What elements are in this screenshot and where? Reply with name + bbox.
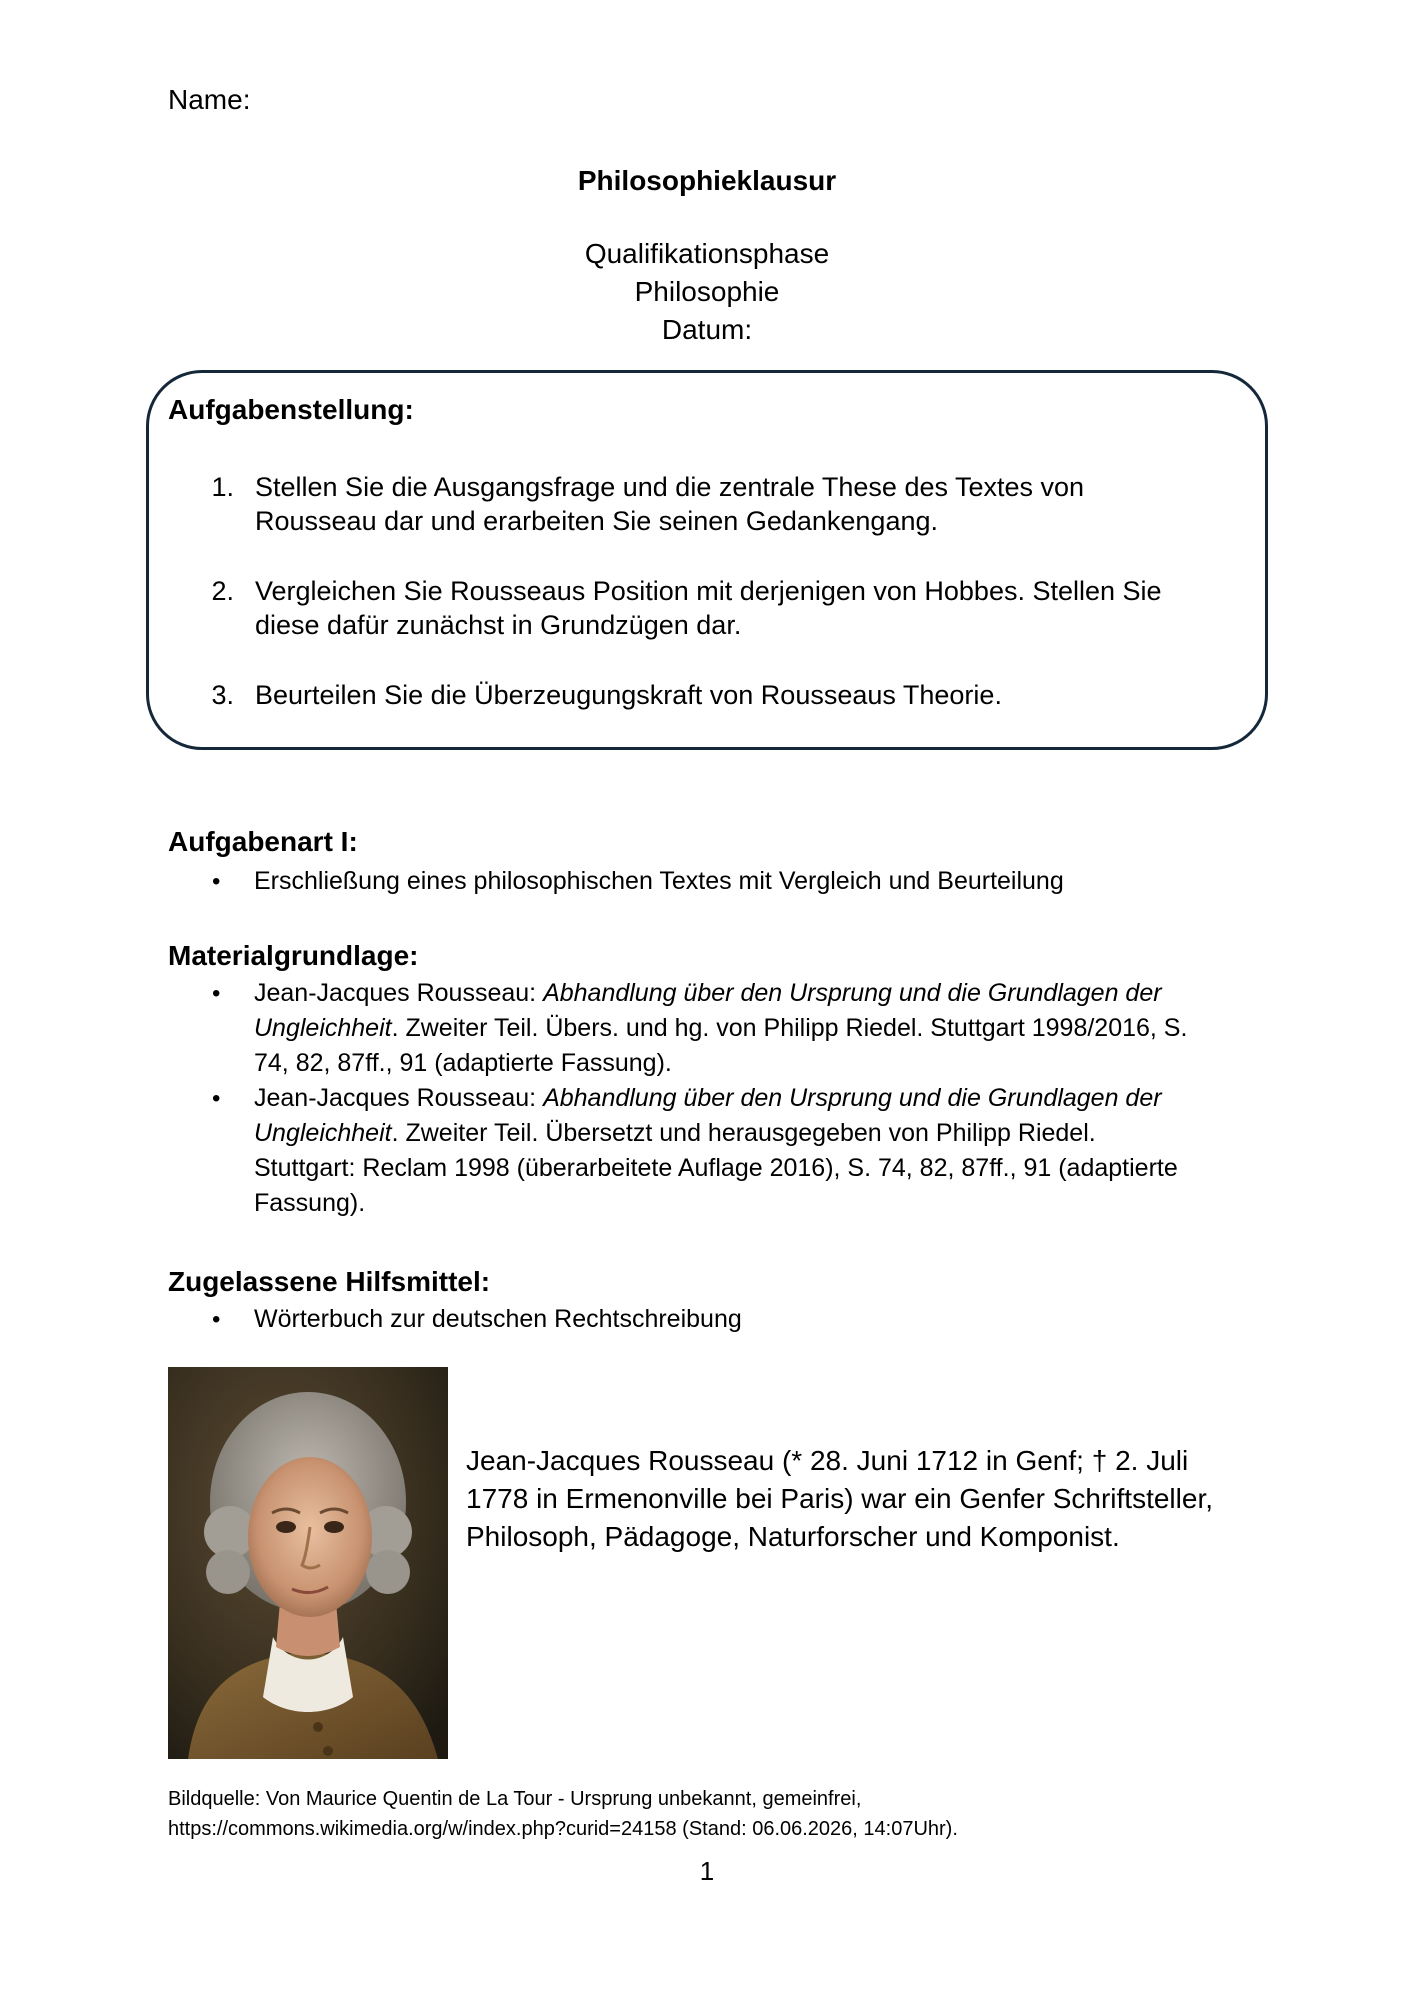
bio-line: Jean-Jacques Rousseau (* 28. Juni 1712 in Genf; † 2. Juli <box>466 1445 1189 1476</box>
bullet: • <box>212 868 221 895</box>
material-details: Fassung). <box>254 1189 366 1217</box>
subject-line: Philosophie <box>634 276 780 307</box>
task-number: 3. <box>211 680 234 710</box>
phase-line: Qualifikationsphase <box>584 238 830 269</box>
material-title: Ungleichheit <box>254 1119 392 1147</box>
bullet: • <box>212 980 221 1007</box>
material-details: . Zweiter Teil. Übers. und hg. von Philipp Riedel. Stuttgart 1998/2016, S. <box>391 1014 1188 1042</box>
rousseau-portrait <box>168 1367 448 1759</box>
bio-line: Philosoph, Pädagoge, Naturforscher und Komponist. <box>466 1521 1120 1552</box>
material-heading: Materialgrundlage: <box>168 940 419 971</box>
credit-line: Bildquelle: Von Maurice Quentin de La Tour - Ursprung unbekannt, gemeinfrei, <box>168 1788 862 1810</box>
bio-text <box>466 1442 1266 1556</box>
material-details: 74, 82, 87ff., 91 (adaptierte Fassung). <box>254 1049 672 1077</box>
bullet: • <box>212 1306 221 1333</box>
image-credit <box>168 1784 1318 1844</box>
date-label: Datum: <box>661 314 753 345</box>
task-type-heading: Aufgabenart I: <box>168 826 358 857</box>
page-number: 1 <box>699 1856 715 1886</box>
task-text-line: Vergleichen Sie Rousseaus Position mit derjenigen von Hobbes. Stellen Sie <box>255 576 1162 606</box>
material-details: Stuttgart: Reclam 1998 (überarbeitete Auflage 2016), S. 74, 82, 87ff., 91 (adaptierte <box>254 1154 1178 1182</box>
task-number: 1. <box>211 472 234 502</box>
task-number: 2. <box>211 576 234 606</box>
material-title: Abhandlung über den Ursprung und die Grundlagen der <box>543 1084 1162 1112</box>
aids-heading: Zugelassene Hilfsmittel: <box>168 1266 491 1297</box>
task-text-line: diese dafür zunächst in Grundzügen dar. <box>255 610 742 640</box>
aids-item: Wörterbuch zur deutschen Rechtschreibung <box>254 1305 742 1333</box>
material-title: Abhandlung über den Ursprung und die Grundlagen der <box>543 979 1162 1007</box>
task-text-line: Stellen Sie die Ausgangsfrage und die zentrale These des Textes von <box>255 472 1085 502</box>
task-heading: Aufgabenstellung: <box>168 394 414 425</box>
material-details: . Zweiter Teil. Übersetzt und herausgegeben von Philipp Riedel. <box>391 1119 1096 1147</box>
material-item <box>254 1081 1244 1221</box>
material-author: Jean-Jacques Rousseau: <box>254 979 544 1007</box>
material-item <box>254 976 1244 1081</box>
material-author: Jean-Jacques Rousseau: <box>254 1084 544 1112</box>
material-title: Ungleichheit <box>254 1014 392 1042</box>
task-type-item: Erschließung eines philosophischen Textes mit Vergleich und Beurteilung <box>254 867 1064 895</box>
task-text-line: Beurteilen Sie die Überzeugungskraft von Rousseaus Theorie. <box>255 680 1002 710</box>
bio-line: 1778 in Ermenonville bei Paris) war ein Genfer Schriftsteller, <box>466 1483 1214 1514</box>
document-title: Philosophieklausur <box>577 165 837 196</box>
bullet: • <box>212 1085 221 1112</box>
credit-url-line: https://commons.wikimedia.org/w/index.php?curid=24158 (Stand: 06.06.2026, 14:07Uhr). <box>168 1818 958 1840</box>
name-label: Name: <box>168 84 251 115</box>
task-text-line: Rousseau dar und erarbeiten Sie seinen Gedankengang. <box>255 506 938 536</box>
